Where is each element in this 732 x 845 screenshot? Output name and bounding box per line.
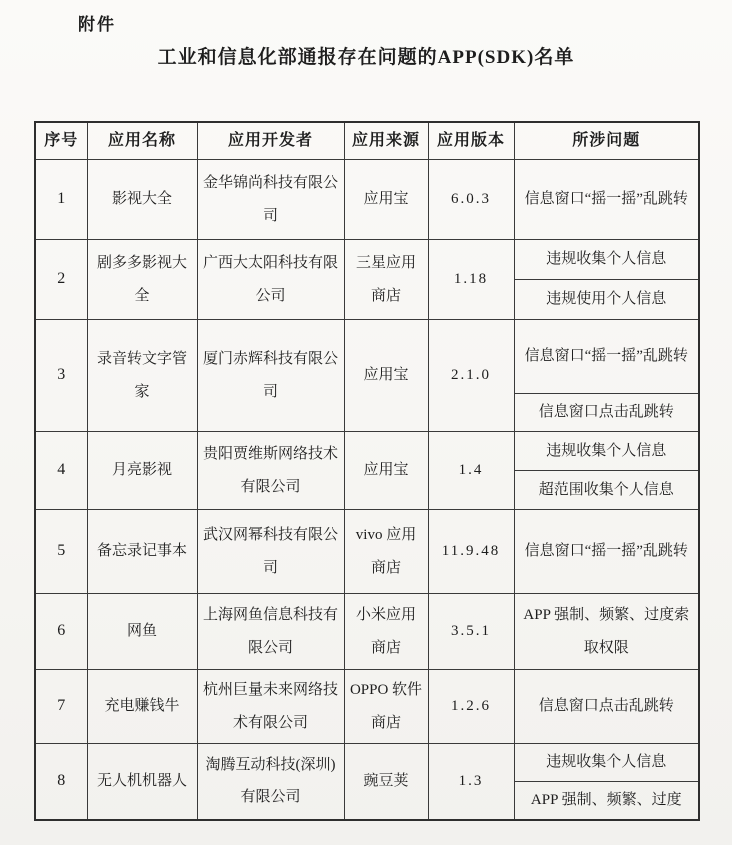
column-header: 所涉问题 bbox=[514, 122, 699, 160]
cell-version: 3.5.1 bbox=[428, 594, 514, 670]
cell-source: OPPO 软件商店 bbox=[344, 670, 428, 744]
cell-seq: 3 bbox=[35, 320, 87, 432]
cell-app-name: 备忘录记事本 bbox=[87, 510, 197, 594]
cell-version: 1.2.6 bbox=[428, 670, 514, 744]
cell-issue: 违规收集个人信息 bbox=[514, 744, 699, 782]
cell-issue: 违规收集个人信息 bbox=[514, 240, 699, 280]
page-title: 工业和信息化部通报存在问题的APP(SDK)名单 bbox=[157, 47, 575, 68]
cell-developer: 贵阳贾维斯网络技术有限公司 bbox=[197, 432, 344, 510]
cell-developer: 厦门赤辉科技有限公司 bbox=[197, 320, 344, 432]
table-row bbox=[35, 594, 699, 670]
table-row bbox=[35, 160, 699, 240]
cell-issue: 违规使用个人信息 bbox=[514, 280, 699, 320]
cell-seq: 5 bbox=[35, 510, 87, 594]
table-row bbox=[35, 744, 699, 782]
cell-issue: APP 强制、频繁、过度 bbox=[514, 782, 699, 820]
cell-developer: 广西大太阳科技有限公司 bbox=[197, 240, 344, 320]
cell-developer: 杭州巨量未来网络技术有限公司 bbox=[197, 670, 344, 744]
cell-app-name: 剧多多影视大全 bbox=[87, 240, 197, 320]
cell-issue: 信息窗口“摇一摇”乱跳转 bbox=[514, 320, 699, 394]
cell-issue: APP 强制、频繁、过度索取权限 bbox=[514, 594, 699, 670]
app-issue-table bbox=[34, 121, 700, 821]
cell-developer: 金华锦尚科技有限公司 bbox=[197, 160, 344, 240]
cell-issue: 信息窗口点击乱跳转 bbox=[514, 394, 699, 432]
cell-version: 1.18 bbox=[428, 240, 514, 320]
table-header-row bbox=[35, 122, 699, 160]
table-row bbox=[35, 670, 699, 744]
cell-issue: 信息窗口点击乱跳转 bbox=[514, 670, 699, 744]
cell-developer: 上海网鱼信息科技有限公司 bbox=[197, 594, 344, 670]
cell-version: 1.4 bbox=[428, 432, 514, 510]
cell-source: 三星应用商店 bbox=[344, 240, 428, 320]
cell-seq: 8 bbox=[35, 744, 87, 820]
column-header: 应用版本 bbox=[428, 122, 514, 160]
cell-source: 小米应用商店 bbox=[344, 594, 428, 670]
cell-seq: 7 bbox=[35, 670, 87, 744]
cell-issue: 信息窗口“摇一摇”乱跳转 bbox=[514, 510, 699, 594]
cell-app-name: 录音转文字管家 bbox=[87, 320, 197, 432]
column-header: 应用名称 bbox=[87, 122, 197, 160]
cell-developer: 淘腾互动科技(深圳)有限公司 bbox=[197, 744, 344, 820]
cell-version: 1.3 bbox=[428, 744, 514, 820]
cell-issue: 信息窗口“摇一摇”乱跳转 bbox=[514, 160, 699, 240]
cell-app-name: 无人机机器人 bbox=[87, 744, 197, 820]
cell-seq: 1 bbox=[35, 160, 87, 240]
cell-version: 11.9.48 bbox=[428, 510, 514, 594]
cell-source: 应用宝 bbox=[344, 160, 428, 240]
cell-issue: 超范围收集个人信息 bbox=[514, 471, 699, 510]
cell-app-name: 月亮影视 bbox=[87, 432, 197, 510]
cell-seq: 2 bbox=[35, 240, 87, 320]
cell-seq: 4 bbox=[35, 432, 87, 510]
cell-seq: 6 bbox=[35, 594, 87, 670]
column-header: 序号 bbox=[35, 122, 87, 160]
cell-developer: 武汉网幂科技有限公司 bbox=[197, 510, 344, 594]
cell-source: vivo 应用商店 bbox=[344, 510, 428, 594]
table-row bbox=[35, 320, 699, 394]
attachment-label: 附件 bbox=[78, 15, 116, 34]
cell-app-name: 充电赚钱牛 bbox=[87, 670, 197, 744]
column-header: 应用开发者 bbox=[197, 122, 344, 160]
cell-source: 豌豆荚 bbox=[344, 744, 428, 820]
table-row bbox=[35, 432, 699, 471]
cell-source: 应用宝 bbox=[344, 320, 428, 432]
cell-source: 应用宝 bbox=[344, 432, 428, 510]
table-row bbox=[35, 240, 699, 280]
table-row bbox=[35, 510, 699, 594]
cell-issue: 违规收集个人信息 bbox=[514, 432, 699, 471]
column-header: 应用来源 bbox=[344, 122, 428, 160]
cell-app-name: 影视大全 bbox=[87, 160, 197, 240]
cell-version: 6.0.3 bbox=[428, 160, 514, 240]
cell-version: 2.1.0 bbox=[428, 320, 514, 432]
cell-app-name: 网鱼 bbox=[87, 594, 197, 670]
